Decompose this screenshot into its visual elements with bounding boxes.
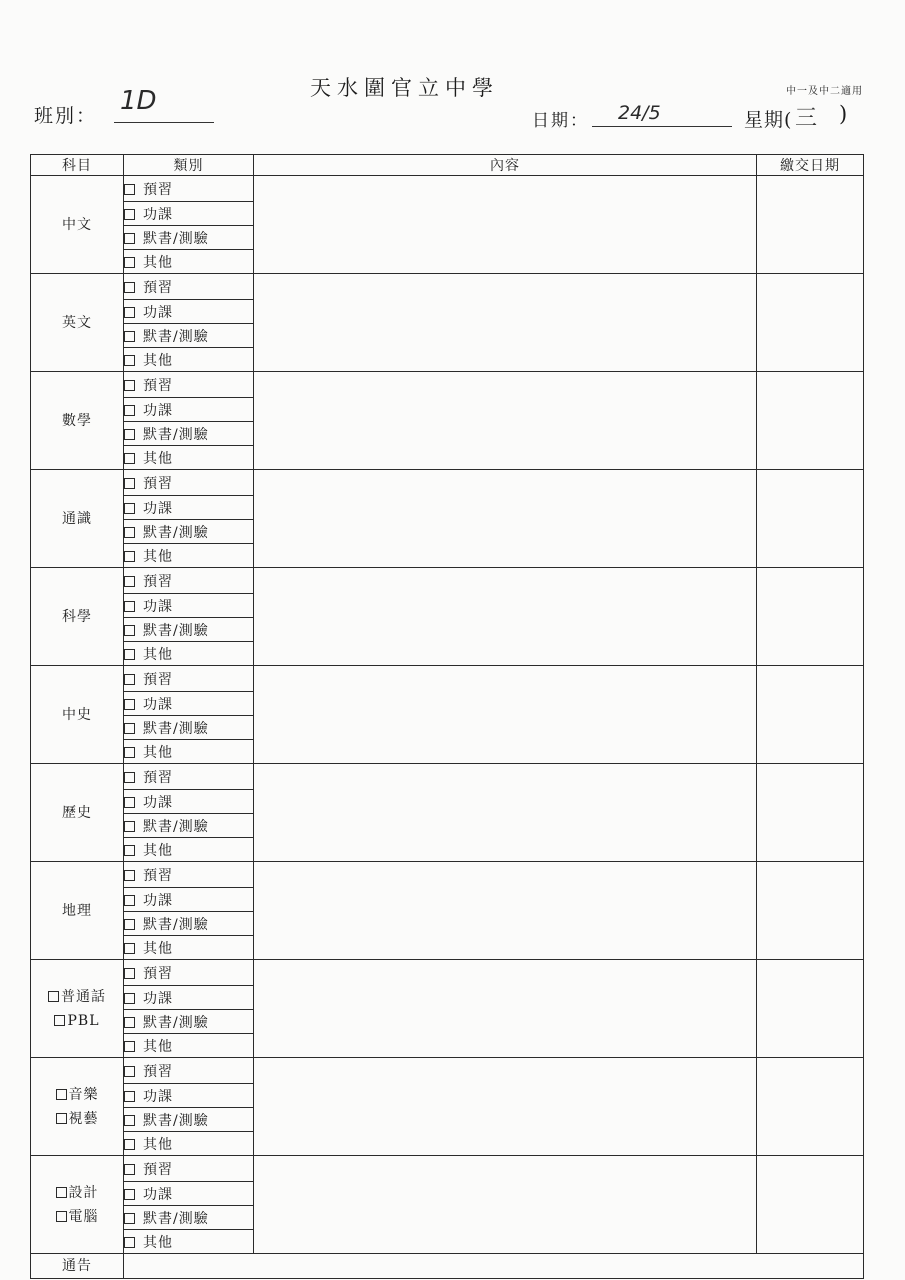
category-checkbox[interactable] bbox=[124, 429, 135, 440]
category-label: 功課 bbox=[143, 794, 173, 811]
subject-cell bbox=[31, 568, 124, 666]
table-row bbox=[31, 176, 864, 202]
due-date-cell[interactable] bbox=[757, 666, 864, 764]
table-row bbox=[31, 274, 864, 300]
category-option[interactable] bbox=[124, 470, 254, 496]
category-option[interactable] bbox=[124, 666, 254, 692]
subject-cell bbox=[31, 960, 124, 1058]
category-label: 默書/測驗 bbox=[143, 230, 209, 247]
content-cell[interactable] bbox=[254, 568, 757, 666]
category-checkbox[interactable] bbox=[124, 1115, 135, 1126]
subject-label: 英文 bbox=[62, 314, 92, 331]
subject-cell bbox=[31, 176, 124, 274]
category-label: 其他 bbox=[143, 940, 173, 957]
category-checkbox[interactable] bbox=[124, 1139, 135, 1150]
category-checkbox[interactable] bbox=[124, 282, 135, 293]
table-row bbox=[31, 568, 864, 594]
category-option[interactable] bbox=[124, 716, 254, 740]
subject-checkbox[interactable] bbox=[56, 1187, 67, 1198]
subject-cell bbox=[31, 666, 124, 764]
notice-label: 通告 bbox=[31, 1254, 124, 1279]
category-option[interactable] bbox=[124, 1156, 254, 1182]
subject-line[interactable] bbox=[31, 1205, 123, 1229]
subject-label: 視藝 bbox=[68, 1110, 99, 1127]
category-checkbox[interactable] bbox=[124, 209, 135, 220]
category-label: 預習 bbox=[143, 573, 173, 590]
content-cell[interactable] bbox=[254, 960, 757, 1058]
subject-checkbox[interactable] bbox=[56, 1211, 67, 1222]
category-checkbox[interactable] bbox=[124, 380, 135, 391]
subject-checkbox[interactable] bbox=[54, 1015, 65, 1026]
content-cell[interactable] bbox=[254, 862, 757, 960]
category-checkbox[interactable] bbox=[124, 503, 135, 514]
category-checkbox[interactable] bbox=[124, 257, 135, 268]
category-label: 預習 bbox=[143, 671, 173, 688]
subject-label: 歷史 bbox=[62, 804, 92, 821]
category-label: 功課 bbox=[143, 402, 173, 419]
category-option[interactable] bbox=[124, 1182, 254, 1206]
category-option[interactable] bbox=[124, 226, 254, 250]
category-checkbox[interactable] bbox=[124, 1164, 135, 1175]
subject-cell bbox=[31, 470, 124, 568]
notice-row bbox=[31, 1254, 864, 1279]
category-checkbox[interactable] bbox=[124, 355, 135, 366]
subject-line bbox=[31, 605, 123, 629]
class-value[interactable]: 1D bbox=[120, 86, 157, 116]
subject-cell bbox=[31, 1058, 124, 1156]
table-row bbox=[31, 470, 864, 496]
subject-label: 電腦 bbox=[68, 1208, 99, 1225]
category-checkbox[interactable] bbox=[124, 478, 135, 489]
category-option[interactable] bbox=[124, 862, 254, 888]
category-label: 其他 bbox=[143, 744, 173, 761]
subject-cell bbox=[31, 862, 124, 960]
subject-label: 科學 bbox=[62, 608, 92, 625]
category-option[interactable] bbox=[124, 1108, 254, 1132]
category-option[interactable] bbox=[124, 1084, 254, 1108]
subject-label: 設計 bbox=[68, 1184, 99, 1201]
category-label: 預習 bbox=[143, 1063, 173, 1080]
table-header-row bbox=[31, 155, 864, 176]
subject-label: 地理 bbox=[62, 902, 92, 919]
subject-line bbox=[31, 213, 123, 237]
category-checkbox[interactable] bbox=[124, 845, 135, 856]
subject-checkbox[interactable] bbox=[56, 1113, 67, 1124]
category-checkbox[interactable] bbox=[124, 1066, 135, 1077]
header-content: 內容 bbox=[254, 155, 757, 176]
subject-line bbox=[31, 311, 123, 335]
due-date-cell[interactable] bbox=[757, 764, 864, 862]
category-checkbox[interactable] bbox=[124, 576, 135, 587]
category-option[interactable] bbox=[124, 544, 254, 568]
category-checkbox[interactable] bbox=[124, 870, 135, 881]
category-checkbox[interactable] bbox=[124, 895, 135, 906]
category-label: 功課 bbox=[143, 500, 173, 517]
category-checkbox[interactable] bbox=[124, 1237, 135, 1248]
date-field-line bbox=[592, 126, 732, 127]
category-option[interactable] bbox=[124, 618, 254, 642]
category-label: 功課 bbox=[143, 304, 173, 321]
category-option[interactable] bbox=[124, 594, 254, 618]
due-date-cell[interactable] bbox=[757, 960, 864, 1058]
category-option[interactable] bbox=[124, 202, 254, 226]
subject-checkbox[interactable] bbox=[48, 991, 59, 1002]
category-option[interactable] bbox=[124, 176, 254, 202]
category-label: 默書/測驗 bbox=[143, 916, 209, 933]
due-date-cell[interactable] bbox=[757, 372, 864, 470]
category-label: 默書/測驗 bbox=[143, 622, 209, 639]
category-label: 預習 bbox=[143, 181, 173, 198]
subject-label: PBL bbox=[67, 1012, 100, 1029]
table-row bbox=[31, 960, 864, 986]
category-option[interactable] bbox=[124, 936, 254, 960]
category-label: 默書/測驗 bbox=[143, 1210, 209, 1227]
applies-to-note: 中一及中二適用 bbox=[786, 86, 863, 97]
content-cell[interactable] bbox=[254, 176, 757, 274]
table-row bbox=[31, 1156, 864, 1182]
subject-line bbox=[31, 899, 123, 923]
category-label: 其他 bbox=[143, 254, 173, 271]
subject-label: 音樂 bbox=[68, 1086, 99, 1103]
header-subject: 科目 bbox=[31, 155, 124, 176]
category-label: 功課 bbox=[143, 696, 173, 713]
subject-cell bbox=[31, 1156, 124, 1254]
category-label: 功課 bbox=[143, 598, 173, 615]
table-row bbox=[31, 862, 864, 888]
category-option[interactable] bbox=[124, 740, 254, 764]
category-option[interactable] bbox=[124, 1010, 254, 1034]
category-option[interactable] bbox=[124, 1132, 254, 1156]
category-checkbox[interactable] bbox=[124, 772, 135, 783]
category-checkbox[interactable] bbox=[124, 1041, 135, 1052]
content-cell[interactable] bbox=[254, 274, 757, 372]
category-checkbox[interactable] bbox=[124, 993, 135, 1004]
category-checkbox[interactable] bbox=[124, 527, 135, 538]
category-option[interactable] bbox=[124, 986, 254, 1010]
homework-table bbox=[30, 154, 864, 1279]
category-checkbox[interactable] bbox=[124, 943, 135, 954]
category-option[interactable] bbox=[124, 838, 254, 862]
subject-line[interactable] bbox=[31, 1107, 123, 1131]
category-checkbox[interactable] bbox=[124, 723, 135, 734]
content-cell[interactable] bbox=[254, 1058, 757, 1156]
class-label: 班別： bbox=[34, 105, 98, 127]
category-label: 默書/測驗 bbox=[143, 524, 209, 541]
category-checkbox[interactable] bbox=[124, 797, 135, 808]
category-checkbox[interactable] bbox=[124, 405, 135, 416]
weekday-value[interactable]: 三 bbox=[795, 106, 818, 131]
category-label: 預習 bbox=[143, 867, 173, 884]
date-label: 日期： bbox=[532, 111, 589, 131]
category-option[interactable] bbox=[124, 1206, 254, 1230]
category-checkbox[interactable] bbox=[124, 551, 135, 562]
category-option[interactable] bbox=[124, 790, 254, 814]
content-cell[interactable] bbox=[254, 1156, 757, 1254]
category-checkbox[interactable] bbox=[124, 625, 135, 636]
subject-checkbox[interactable] bbox=[56, 1089, 67, 1100]
category-option[interactable] bbox=[124, 642, 254, 666]
category-label: 功課 bbox=[143, 1088, 173, 1105]
category-checkbox[interactable] bbox=[124, 747, 135, 758]
due-date-cell[interactable] bbox=[757, 1058, 864, 1156]
category-label: 預習 bbox=[143, 377, 173, 394]
subject-cell bbox=[31, 764, 124, 862]
category-checkbox[interactable] bbox=[124, 674, 135, 685]
category-label: 其他 bbox=[143, 352, 173, 369]
weekday-label: 星期( bbox=[744, 109, 793, 131]
subject-line[interactable] bbox=[31, 1009, 123, 1033]
category-label: 其他 bbox=[143, 1136, 173, 1153]
category-checkbox[interactable] bbox=[124, 331, 135, 342]
category-checkbox[interactable] bbox=[124, 699, 135, 710]
category-label: 其他 bbox=[143, 1038, 173, 1055]
category-label: 其他 bbox=[143, 548, 173, 565]
subject-line bbox=[31, 507, 123, 531]
category-option[interactable] bbox=[124, 520, 254, 544]
category-option[interactable] bbox=[124, 372, 254, 398]
header-due-date: 繳交日期 bbox=[757, 155, 864, 176]
category-label: 默書/測驗 bbox=[143, 1014, 209, 1031]
category-option[interactable] bbox=[124, 300, 254, 324]
category-checkbox[interactable] bbox=[124, 1189, 135, 1200]
subject-line bbox=[31, 801, 123, 825]
due-date-cell[interactable] bbox=[757, 176, 864, 274]
subject-label: 通識 bbox=[62, 510, 92, 527]
category-checkbox[interactable] bbox=[124, 1213, 135, 1224]
category-checkbox[interactable] bbox=[124, 919, 135, 930]
category-label: 其他 bbox=[143, 842, 173, 859]
subject-line[interactable] bbox=[31, 1083, 123, 1107]
category-option[interactable] bbox=[124, 250, 254, 274]
subject-label: 中史 bbox=[62, 706, 92, 723]
category-option[interactable] bbox=[124, 888, 254, 912]
category-label: 功課 bbox=[143, 206, 173, 223]
school-title: 天水圍官立中學 bbox=[310, 76, 499, 100]
subject-cell bbox=[31, 372, 124, 470]
category-label: 默書/測驗 bbox=[143, 818, 209, 835]
category-checkbox[interactable] bbox=[124, 1017, 135, 1028]
date-value[interactable]: 24/5 bbox=[618, 102, 661, 124]
category-label: 其他 bbox=[143, 646, 173, 663]
table-row bbox=[31, 372, 864, 398]
category-option[interactable] bbox=[124, 764, 254, 790]
category-option[interactable] bbox=[124, 274, 254, 300]
category-option[interactable] bbox=[124, 1034, 254, 1058]
category-label: 默書/測驗 bbox=[143, 720, 209, 737]
table-row bbox=[31, 764, 864, 790]
category-option[interactable] bbox=[124, 912, 254, 936]
category-option[interactable] bbox=[124, 348, 254, 372]
header-category: 類別 bbox=[124, 155, 254, 176]
category-option[interactable] bbox=[124, 398, 254, 422]
content-cell[interactable] bbox=[254, 372, 757, 470]
table-row bbox=[31, 666, 864, 692]
category-label: 其他 bbox=[143, 1234, 173, 1251]
category-option[interactable] bbox=[124, 496, 254, 520]
category-label: 其他 bbox=[143, 450, 173, 467]
category-label: 功課 bbox=[143, 892, 173, 909]
category-label: 預習 bbox=[143, 279, 173, 296]
category-option[interactable] bbox=[124, 1230, 254, 1254]
subject-label: 普通話 bbox=[61, 988, 106, 1005]
category-label: 默書/測驗 bbox=[143, 328, 209, 345]
category-label: 預習 bbox=[143, 769, 173, 786]
category-label: 預習 bbox=[143, 475, 173, 492]
category-label: 預習 bbox=[143, 965, 173, 982]
category-checkbox[interactable] bbox=[124, 307, 135, 318]
category-checkbox[interactable] bbox=[124, 233, 135, 244]
due-date-cell[interactable] bbox=[757, 470, 864, 568]
category-checkbox[interactable] bbox=[124, 453, 135, 464]
category-label: 默書/測驗 bbox=[143, 1112, 209, 1129]
category-option[interactable] bbox=[124, 1058, 254, 1084]
due-date-cell[interactable] bbox=[757, 1156, 864, 1254]
subject-line bbox=[31, 703, 123, 727]
due-date-cell[interactable] bbox=[757, 862, 864, 960]
category-checkbox[interactable] bbox=[124, 649, 135, 660]
subject-line bbox=[31, 409, 123, 433]
subject-label: 中文 bbox=[62, 216, 92, 233]
content-cell[interactable] bbox=[254, 666, 757, 764]
category-checkbox[interactable] bbox=[124, 601, 135, 612]
class-field-line bbox=[114, 122, 214, 123]
content-cell[interactable] bbox=[254, 764, 757, 862]
category-checkbox[interactable] bbox=[124, 184, 135, 195]
category-option[interactable] bbox=[124, 568, 254, 594]
category-label: 功課 bbox=[143, 990, 173, 1007]
category-label: 默書/測驗 bbox=[143, 426, 209, 443]
category-option[interactable] bbox=[124, 422, 254, 446]
category-label: 功課 bbox=[143, 1186, 173, 1203]
category-option[interactable] bbox=[124, 960, 254, 986]
category-option[interactable] bbox=[124, 814, 254, 838]
notice-cell[interactable] bbox=[124, 1254, 864, 1279]
category-checkbox[interactable] bbox=[124, 1091, 135, 1102]
table-body bbox=[31, 176, 864, 1279]
subject-line[interactable] bbox=[31, 985, 123, 1009]
category-option[interactable] bbox=[124, 692, 254, 716]
content-cell[interactable] bbox=[254, 470, 757, 568]
subject-line[interactable] bbox=[31, 1181, 123, 1205]
weekday-close-paren: ) bbox=[839, 102, 848, 126]
due-date-cell[interactable] bbox=[757, 568, 864, 666]
subject-cell bbox=[31, 274, 124, 372]
table-row bbox=[31, 1058, 864, 1084]
subject-label: 數學 bbox=[62, 412, 92, 429]
category-label: 預習 bbox=[143, 1161, 173, 1178]
category-checkbox[interactable] bbox=[124, 821, 135, 832]
category-checkbox[interactable] bbox=[124, 968, 135, 979]
category-option[interactable] bbox=[124, 324, 254, 348]
category-option[interactable] bbox=[124, 446, 254, 470]
due-date-cell[interactable] bbox=[757, 274, 864, 372]
